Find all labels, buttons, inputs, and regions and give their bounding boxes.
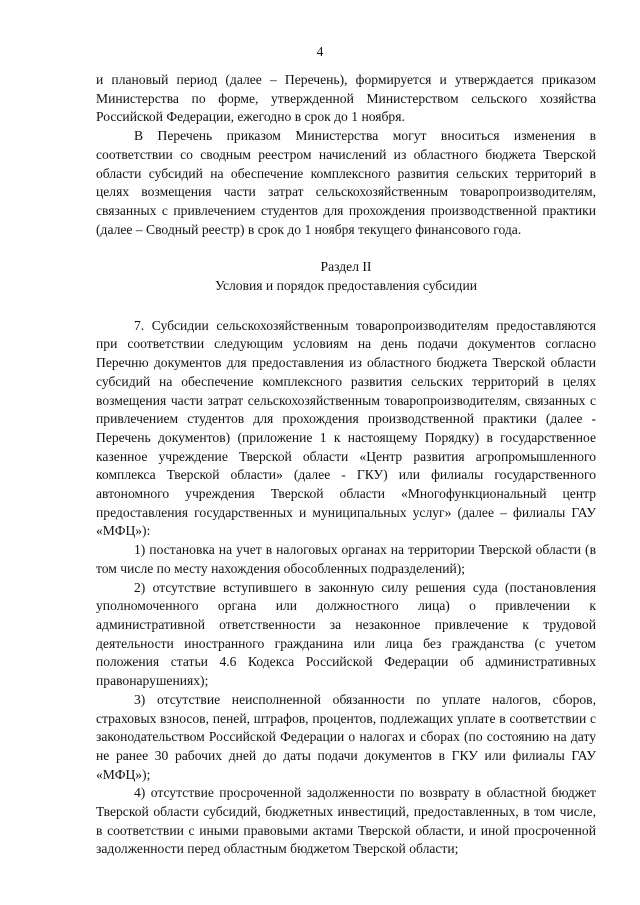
paragraph-continuation: и плановый период (далее – Перечень), формируется и утверждается приказом Министерства по форме, утвержденной Министерством сельского хозяйства Российской Федерации, ежегодно в срок до 1 ноября. [96,72,596,125]
section-number: Раздел II [320,259,372,275]
list-item-3: 3) отсутствие неисполненной обязанности по уплате налогов, сборов, страховых взносов, пеней, штрафов, процентов, подлежащих уплате в соответствии с законодательством Российской Федерации о налогах и сборах (по состоянию на дату не ранее 30 рабочих дней до даты подачи документов в ГКУ или филиалы ГАУ «МФЦ»); [96,691,596,782]
paragraph-item-7: 7. Субсидии сельскохозяйственным товаропроизводителям предоставляются при соответствии следующим условиям на день подачи документов согласно Перечню документов для предоставления из областного бюджета Тверской области субсидий на обеспечение комплексного развития сельских территорий в целях возмещения части затрат сельскохозяйственным товаропроизводителям, связанных с привлечением студентов для прохождения производственной практики (далее - Перечень документов) (приложение 1 к настоящему Порядку) в государственное казенное учреждение Тверской области «Центр развития агропромышленного комплекса Тверской области» (далее - ГКУ) или филиалы государственного автономного учреждения Тверской области «Многофункциональный центр предоставления государственных и муниципальных услуг» (далее – филиалы ГАУ «МФЦ»): [96,317,596,539]
list-item-2: 2) отсутствие вступившего в законную силу решения суда (постановления уполномоченного органа или должностного лица) о привлечении к административной ответственности за незаконное привлечение к трудовой деятельности иностранного гражданина или лица без гражданства (с учетом положения статьи 4.6 Кодекса Российской Федерации об административных правонарушениях); [96,579,596,689]
page-number: 4 [316,44,324,59]
paragraph: В Перечень приказом Министерства могут вноситься изменения в соответствии со сводным реестром начислений из областного бюджета Тверской области субсидий на обеспечение комплексного развития сельских территорий в целях возмещения части затрат сельскохозяйственным товаропроизводителям, связанных с привлечением студентов для прохождения производственной практики (далее – Сводный реестр) в срок до 1 ноября текущего финансового года. [96,128,596,237]
document-body [96,71,596,859]
list-item-1: 1) постановка на учет в налоговых органах на территории Тверской области (в том числе по месту нахождения обособленных подразделений); [96,542,596,576]
list-item-4: 4) отсутствие просроченной задолженности по возврату в областной бюджет Тверской области субсидий, бюджетных инвестиций, предоставленных, в том числе, в соответствии с иными правовыми актами Тверской области, и иной просроченной задолженности перед областным бюджетом Тверской области; [96,785,596,857]
section-title: Условия и порядок предоставления субсидии [214,278,478,294]
